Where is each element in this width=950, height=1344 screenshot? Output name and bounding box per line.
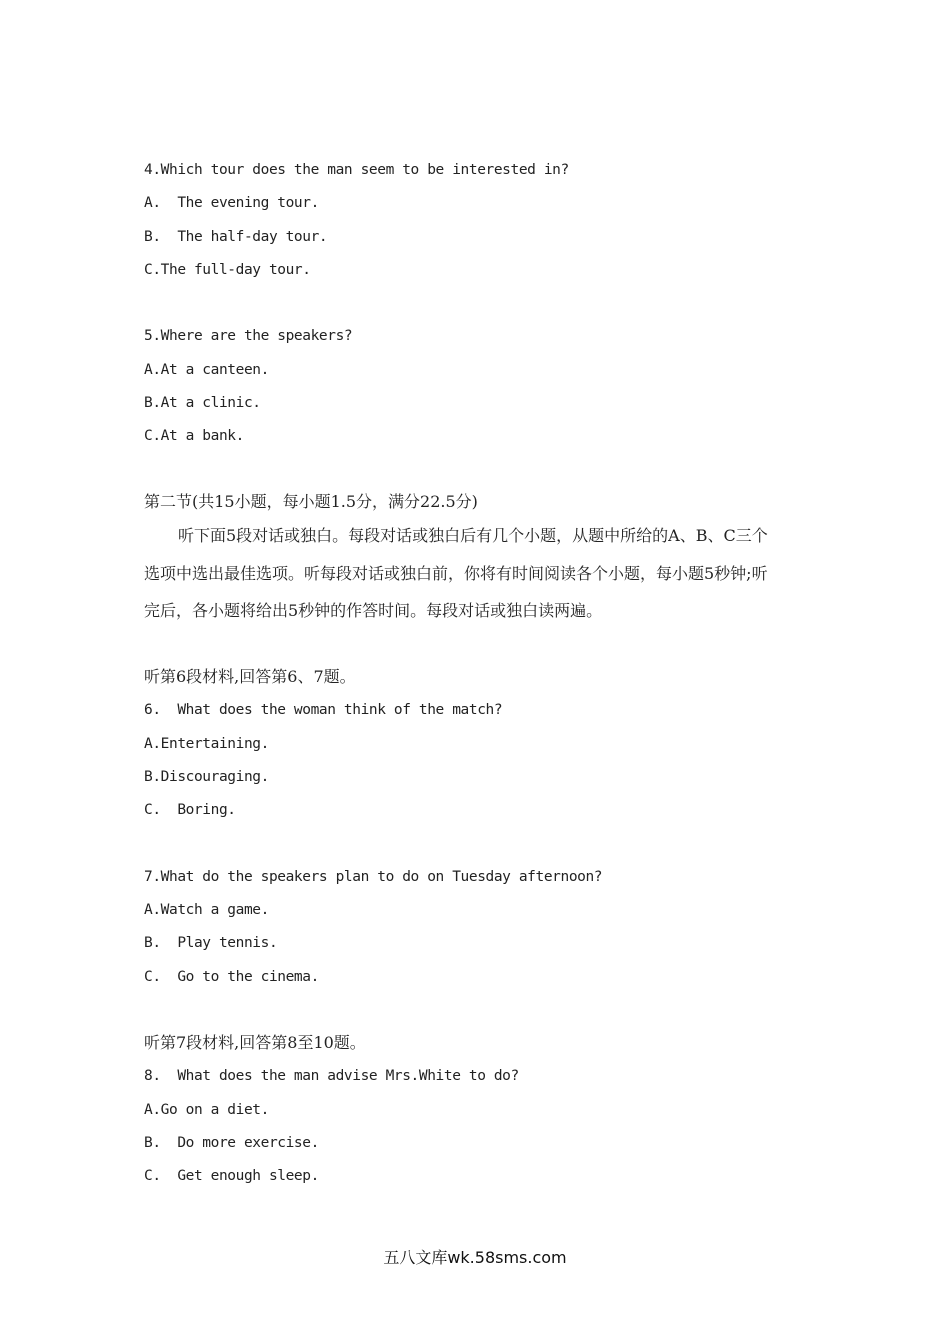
footer-watermark: 五八文库wk.58sms.com — [383, 1248, 567, 1267]
question-5: 5.Where are the speakers? — [144, 328, 353, 344]
q8-option-b: B. Do more exercise. — [144, 1135, 319, 1151]
section-heading: 第二节(共15小题，每小题1.5分，满分22.5分) — [144, 492, 478, 511]
instructions-line-3: 完后，各小题将给出5秒钟的作答时间。每段对话或独白读两遍。 — [144, 601, 603, 620]
instructions-line-2: 选项中选出最佳选项。听每段对话或独白前，你将有时间阅读各个小题，每小题5秒钟;听 — [144, 564, 768, 583]
q4-option-a: A. The evening tour. — [144, 195, 319, 211]
q5-option-a: A.At a canteen. — [144, 362, 269, 378]
instructions-line-1: 听下面5段对话或独白。每段对话或独白后有几个小题，从题中所给的A、B、C三个 — [178, 526, 768, 545]
question-8: 8. What does the man advise Mrs.White to do? — [144, 1068, 519, 1084]
q8-option-c: C. Get enough sleep. — [144, 1168, 319, 1184]
question-7: 7.What do the speakers plan to do on Tuesday afternoon? — [144, 869, 603, 885]
q7-option-b: B. Play tennis. — [144, 935, 278, 951]
q4-option-b: B. The half-day tour. — [144, 229, 328, 245]
q7-option-a: A.Watch a game. — [144, 902, 269, 918]
q5-option-c: C.At a bank. — [144, 428, 244, 444]
q7-option-c: C. Go to the cinema. — [144, 969, 319, 985]
q5-option-b: B.At a clinic. — [144, 395, 261, 411]
q8-option-a: A.Go on a diet. — [144, 1102, 269, 1118]
question-4: 4.Which tour does the man seem to be interested in? — [144, 162, 569, 178]
question-6: 6. What does the woman think of the match? — [144, 702, 503, 718]
q6-option-b: B.Discouraging. — [144, 769, 269, 785]
q6-option-a: A.Entertaining. — [144, 736, 269, 752]
material-7-header: 听第7段材料,回答第8至10题。 — [144, 1033, 366, 1052]
material-6-header: 听第6段材料,回答第6、7题。 — [144, 667, 356, 686]
q4-option-c: C.The full-day tour. — [144, 262, 311, 278]
q6-option-c: C. Boring. — [144, 802, 236, 818]
